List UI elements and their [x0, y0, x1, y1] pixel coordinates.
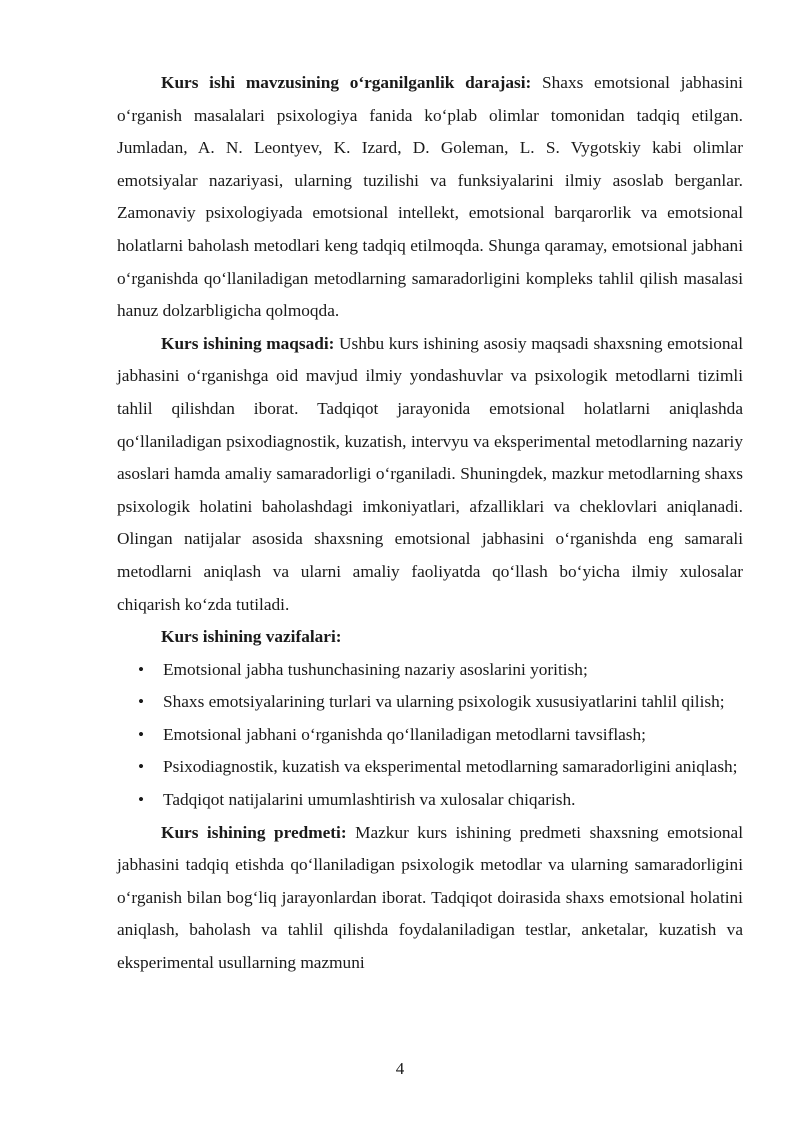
list-item [117, 654, 743, 687]
paragraph-lead: Kurs ishining predmeti: [161, 822, 347, 842]
tasks-heading: Kurs ishining vazifalari: [161, 627, 342, 647]
paragraph-lead: Kurs ishining maqsadi: [161, 333, 335, 353]
list-item [117, 751, 743, 784]
paragraph-goal [117, 328, 743, 621]
paragraph-text: Shaxs emotsional jabhasini o‘rganish masalalari psixologiya fanida ko‘plab olimlar tomonidan tadqiq etilgan. Jumladan, A. N. Leontyev, K. Izard, D. Goleman, L. S. Vygotskiy kabi olimlar emotsiyalar nazariyasi, ularning tuzilishi va funksiyalarini ilmiy asoslab berganlar. Zamonaviy psixologiyada emotsional intellekt, emotsional barqarorlik va emotsional holatlarni baholash metodlari keng tadqiq etilmoqda. Shunga qaramay, emotsional jabhani o‘rganishda qo‘llaniladigan metodlarning samaradorligini kompleks tahlil qilish masalasi hanuz dolzarbligicha qolmoqda. [117, 73, 743, 321]
list-item [117, 719, 743, 752]
paragraph-subject [117, 817, 743, 980]
paragraph-research-level [117, 67, 743, 328]
paragraph-text: Mazkur kurs ishining predmeti shaxsning emotsional jabhasini tadqiq etishda qo‘llaniladigan psixologik metodlar va ularning samaradorligini o‘rganish bilan bog‘liq jarayonlardan iborat. Tadqiqot doirasida shaxs emotsional holatini aniqlash, baholash va tahlil qilishda foydalaniladigan testlar, anketalar, kuzatish va eksperimental usullarning mazmuni [117, 822, 744, 973]
list-item [117, 784, 743, 817]
list-item-text: Psixodiagnostik, kuzatish va eksperimental metodlarning samaradorligini aniqlash; [163, 757, 738, 777]
list-item-text: Tadqiqot natijalarini umumlashtirish va xulosalar chiqarish. [163, 790, 576, 810]
bullet-icon: • [138, 790, 145, 810]
page-number: 4 [395, 1059, 405, 1078]
list-item [117, 686, 743, 719]
bullet-icon: • [138, 692, 145, 712]
tasks-list [117, 654, 743, 817]
list-item-text: Shaxs emotsiyalarining turlari va ularning psixologik xususiyatlarini tahlil qilish; [163, 692, 725, 712]
list-item-text: Emotsional jabhani o‘rganishda qo‘llaniladigan metodlarni tavsiflash; [163, 724, 646, 744]
bullet-icon: • [138, 659, 145, 679]
paragraph-lead: Kurs ishi mavzusining o‘rganilganlik darajasi: [161, 73, 532, 92]
bullet-icon: • [138, 724, 145, 744]
bullet-icon: • [138, 757, 145, 777]
page-body [117, 67, 743, 980]
paragraph-text: Ushbu kurs ishining asosiy maqsadi shaxsning emotsional jabhasini o‘rganishga oid mavjud ilmiy yondashuvlar va psixologik metodlarni tizimli tahlil qilishdan iborat. Tadqiqot jarayonida emotsional holatlarni aniqlashda qo‘llaniladigan psixodiagnostik, kuzatish, intervyu va eksperimental metodlarning nazariy asoslari hamda amaliy samaradorligi o‘rganiladi. Shuningdek, mazkur metodlarning shaxs psixologik holatini baholashdagi imkoniyatlari, afzalliklari va cheklovlari aniqlanadi. Olingan natijalar asosida shaxsning emotsional jabhasini o‘rganishda eng samarali metodlarni aniqlash va ularni amaliy faoliyatda qo‘llash bo‘yicha ilmiy xulosalar chiqarish ko‘zda tutiladi. [117, 333, 744, 614]
list-item-text: Emotsional jabha tushunchasining nazariy asoslarini yoritish; [163, 659, 588, 679]
